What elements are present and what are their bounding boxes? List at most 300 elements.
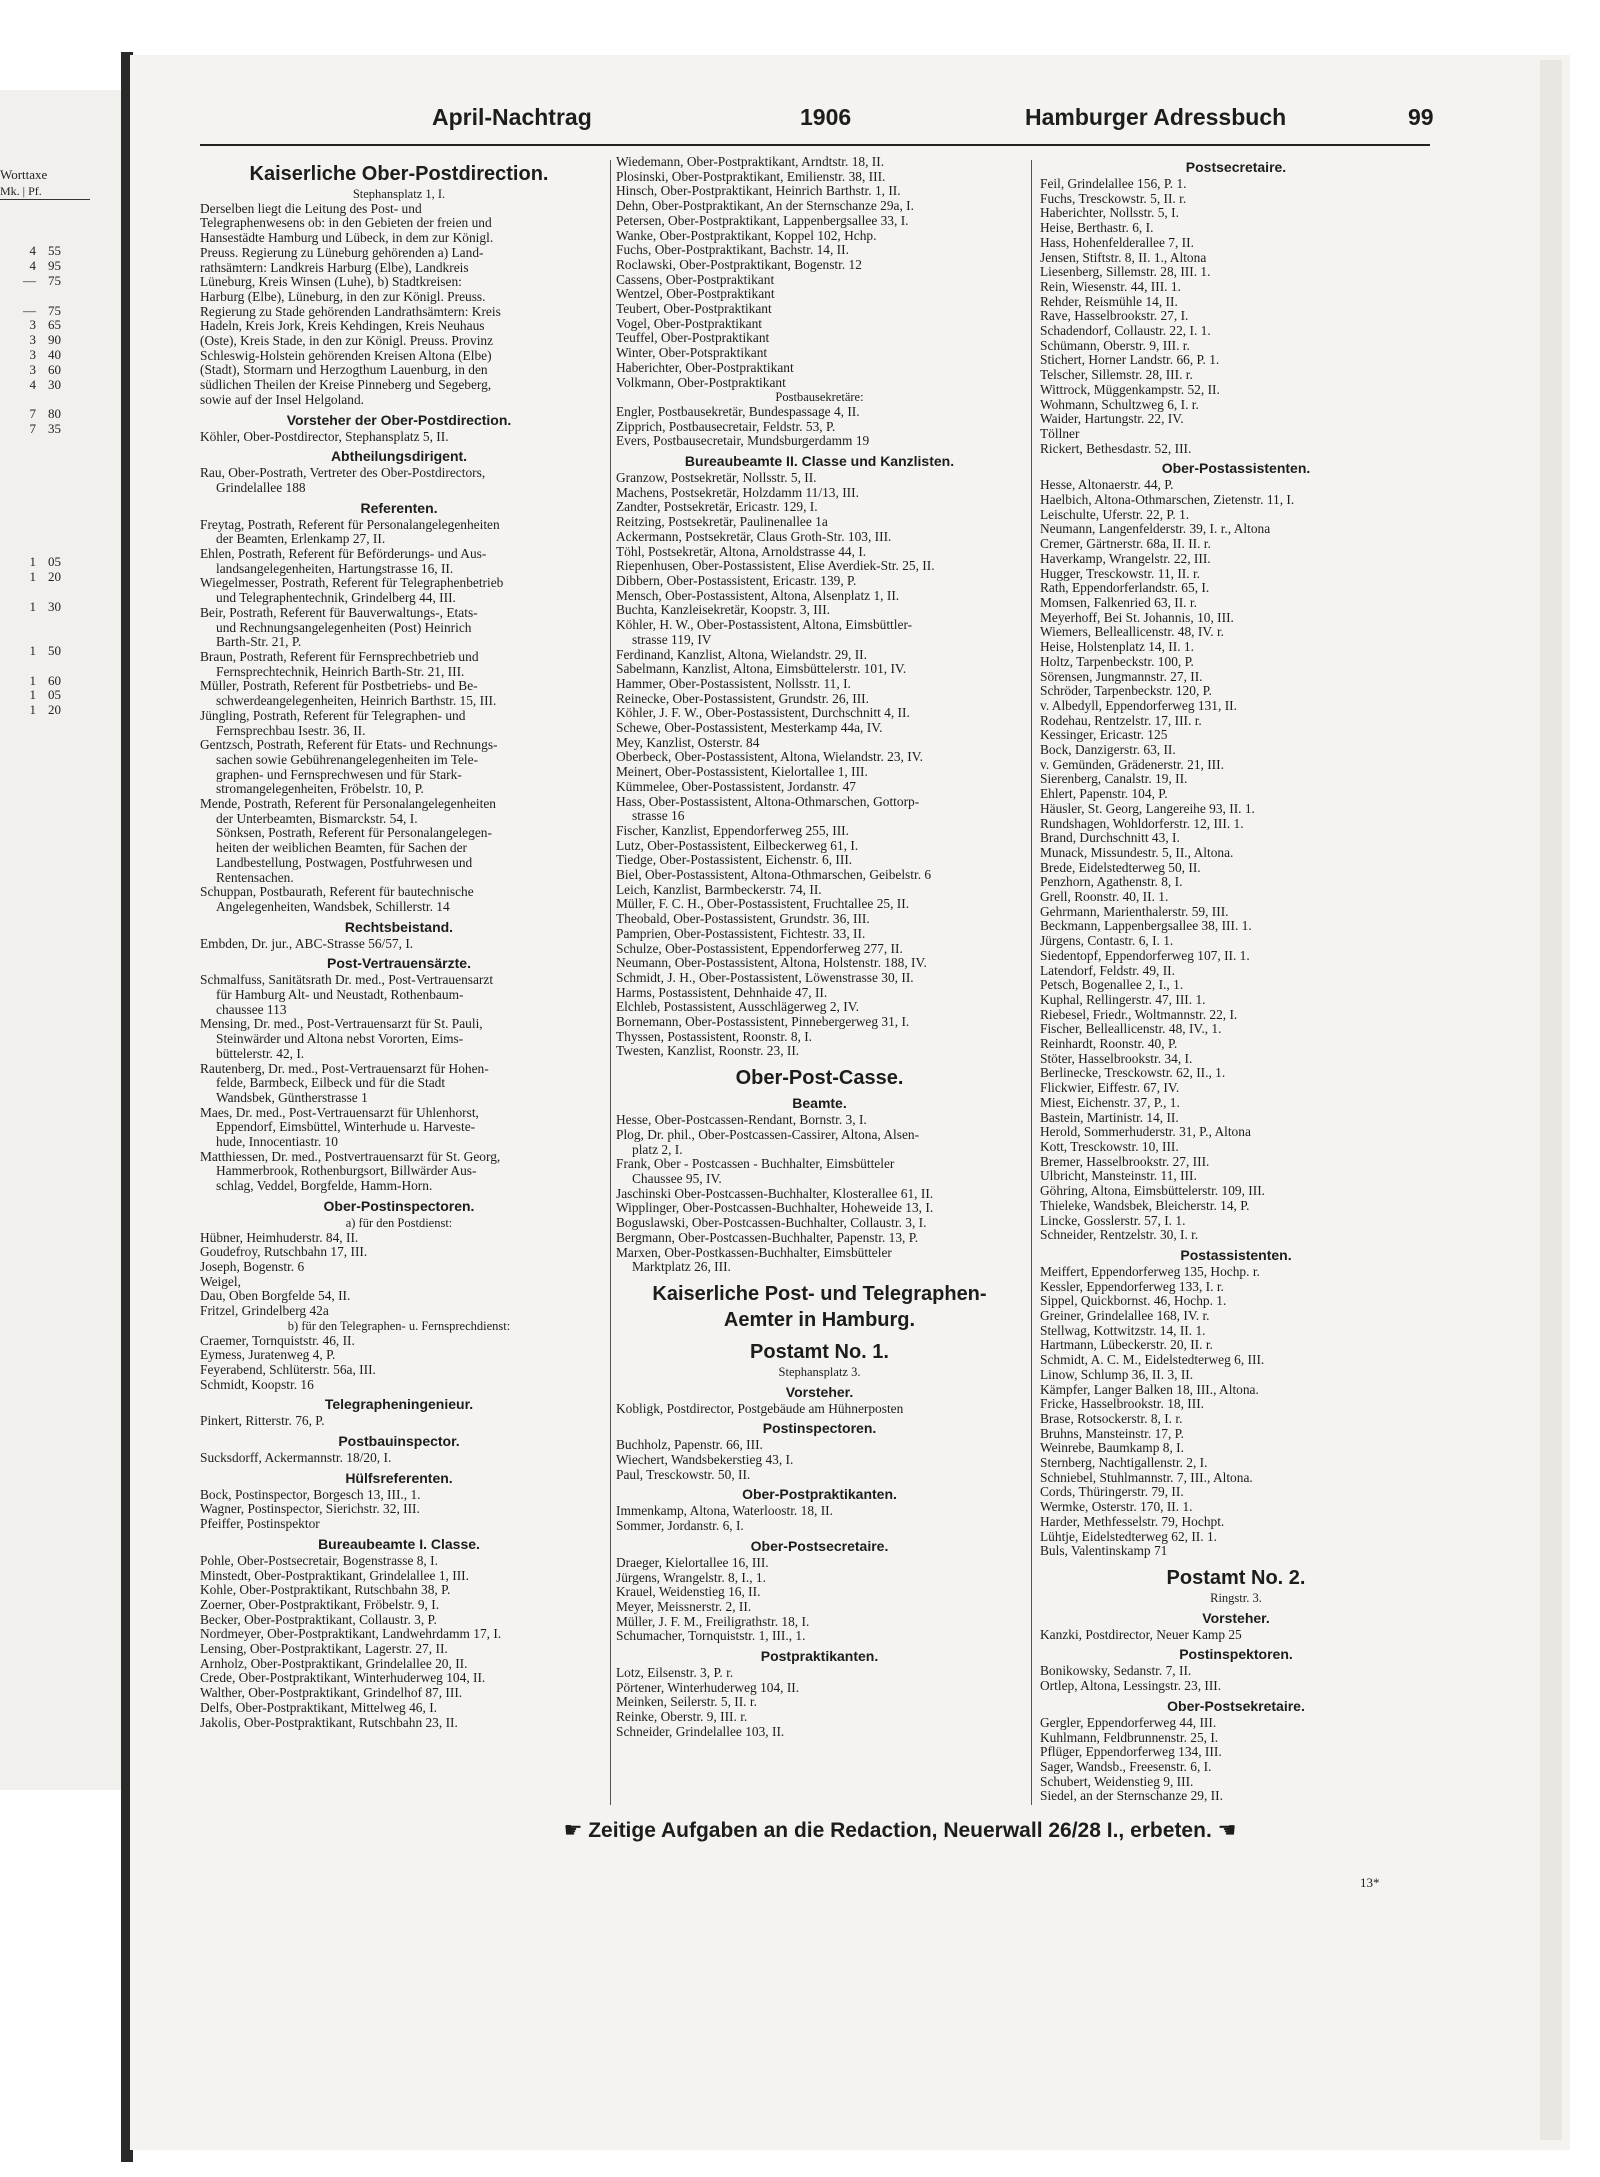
section-heading: Vorsteher.	[1202, 1609, 1270, 1626]
pfennig-value: 05	[48, 687, 61, 703]
entry-line: Schleswig-Holstein gehörenden Kreisen Altona (Elbe)	[200, 348, 492, 363]
entry-line: Flickwier, Eiffestr. 67, IV.	[1040, 1081, 1180, 1096]
entry-line: Hesse, Ober-Postcassen-Rendant, Bornstr. 3, I.	[616, 1113, 867, 1128]
entry-line: Lensing, Ober-Postpraktikant, Lagerstr. 27, II.	[200, 1642, 448, 1657]
entry-line: Hansestädte Hamburg und Lübeck, in dem zur Königl.	[200, 231, 494, 246]
entry-line: Machens, Postsekretär, Holzdamm 11/13, III.	[616, 485, 859, 500]
section-heading: Postinspectoren.	[762, 1420, 877, 1437]
entry-line: Feil, Grindelallee 156, P. 1.	[1040, 177, 1187, 191]
column-3	[1040, 155, 1432, 1804]
entry-line: Riepenhusen, Ober-Postassistent, Elise Averdiek-Str. 25, II.	[616, 559, 935, 574]
entry-line: Marxen, Ober-Postkassen-Buchhalter, Eimsbütteler	[616, 1245, 892, 1260]
entry-line: Bremer, Hasselbrookstr. 27, III.	[1040, 1154, 1210, 1169]
entry-line: Weinrebe, Baumkamp 8, I.	[1040, 1441, 1184, 1456]
entry-line: Plosinski, Ober-Postpraktikant, Emilienstr. 38, III.	[616, 169, 886, 184]
entry-line: Immenkamp, Altona, Waterloostr. 18, II.	[616, 1504, 833, 1519]
footer-notice: ☛ Zeitige Aufgaben an die Redaction, Neuerwall 26/28 I., erbeten. ☚	[563, 1819, 1237, 1842]
entry-line: Petsch, Bogenallee 2, I., 1.	[1040, 978, 1184, 993]
entry-line: Petersen, Ober-Postpraktikant, Lappenbergsallee 33, I.	[616, 213, 909, 228]
entry-continuation: sachen sowie Gebührenangelegenheiten im Tele-	[216, 752, 479, 767]
section-heading: Vorsteher der Ober-Postdirection.	[286, 411, 512, 428]
entry-line: Lotz, Eilsenstr. 3, P. r.	[616, 1666, 734, 1681]
entry-line: Schumacher, Tornquiststr. 1, III., 1.	[616, 1629, 806, 1644]
pfennig-value: 30	[48, 598, 61, 614]
worttaxe-row	[0, 555, 115, 570]
section-heading: Referenten.	[360, 499, 438, 516]
entry-line: Minstedt, Ober-Postpraktikant, Grindelallee 1, III.	[200, 1568, 469, 1583]
entry-line: Riebesel, Friedr., Woltmannstr. 22, I.	[1040, 1007, 1238, 1022]
entry-line: Schmidt, J. H., Ober-Postassistent, Löwenstrasse 30, II.	[616, 970, 914, 985]
entry-line: Engler, Postbausekretär, Bundespassage 4, II.	[616, 404, 860, 419]
entry-line: Müller, Postrath, Referent für Postbetriebs- und Be-	[200, 679, 478, 694]
worttaxe-row	[0, 703, 115, 718]
worttaxe-row	[0, 318, 115, 333]
entry-line: Braun, Postrath, Referent für Fernsprechbetrieb und	[200, 649, 479, 664]
entry-continuation: platz 2, I.	[632, 1142, 683, 1157]
entry-line: Rehder, Reismühle 14, II.	[1040, 294, 1178, 309]
entry-line: Kümmelee, Ober-Postassistent, Jordanstr. 47	[616, 779, 856, 794]
pfennig-value: 80	[48, 406, 61, 422]
entry-line: v. Gemünden, Grädenerstr. 21, III.	[1040, 757, 1224, 772]
entry-line: Ehlert, Papenstr. 104, P.	[1040, 787, 1168, 802]
entry-line: Penzhorn, Agathenstr. 8, I.	[1040, 875, 1183, 890]
pfennig-value: 65	[48, 317, 61, 333]
entry-line: Neumann, Langenfelderstr. 39, I. r., Altona	[1040, 522, 1271, 537]
entry-line: Winter, Ober-Potspraktikant	[616, 346, 768, 361]
entry-line: Rau, Ober-Postrath, Vertreter des Ober-Postdirectors,	[200, 466, 486, 481]
mark-value: 4	[29, 258, 36, 274]
entry-line: Momsen, Falkenried 63, II. r.	[1040, 595, 1197, 610]
section-heading: Beamte.	[792, 1095, 847, 1112]
worttaxe-row	[0, 437, 115, 452]
entry-line: Fuchs, Tresckowstr. 5, II. r.	[1040, 191, 1187, 206]
entry-line: Wanke, Ober-Postpraktikant, Koppel 102, Hchp.	[616, 228, 877, 243]
entry-line: Harburg (Elbe), Lüneburg, in den zur Königl. Preuss.	[200, 289, 486, 304]
entry-line: Berlinecke, Tresckowstr. 62, II., 1.	[1040, 1066, 1226, 1081]
entry-line: Biel, Ober-Postassistent, Altona-Othmarschen, Geibelstr. 6	[616, 868, 932, 883]
pfennig-value: 75	[48, 302, 61, 318]
entry-line: Heise, Holstenplatz 14, II. 1.	[1040, 640, 1194, 655]
section-heading: Vorsteher.	[785, 1383, 854, 1400]
entry-line: Freytag, Postrath, Referent für Personalangelegenheiten	[200, 517, 500, 532]
entry-line: Matthiessen, Dr. med., Postvertrauensarzt für St. Georg,	[200, 1149, 501, 1164]
entry-line: Jaschinski Ober-Postcassen-Buchhalter, Klosterallee 61, II.	[616, 1186, 934, 1201]
entry-line: Hammer, Ober-Postassistent, Nollsstr. 11, I.	[616, 676, 851, 691]
entry-line: Greiner, Grindelallee 168, IV. r.	[1040, 1309, 1210, 1324]
entry-line: Dehn, Ober-Postpraktikant, An der Sternschanze 29a, I.	[616, 199, 914, 214]
entry-continuation: und Rechnungsangelegenheiten (Post) Heinrich	[216, 620, 472, 635]
entry-line: Jüngling, Postrath, Referent für Telegraphen- und	[200, 708, 466, 723]
pfennig-value: 55	[48, 243, 61, 259]
entry-line: Brede, Eidelstedterweg 50, II.	[1040, 860, 1201, 875]
entry-line: Sommer, Jordanstr. 6, I.	[616, 1519, 744, 1534]
worttaxe-row	[0, 333, 115, 348]
main-heading: Postamt No. 2.	[1166, 1566, 1306, 1589]
entry-line: Latendorf, Feldstr. 49, II.	[1040, 963, 1175, 978]
entry-line: Siedel, an der Sternschanze 29, II.	[1040, 1789, 1223, 1804]
subheading: Stephansplatz 3.	[778, 1364, 861, 1379]
entry-line: Schubert, Weidenstieg 9, III.	[1040, 1774, 1194, 1789]
entry-line: Hugger, Tresckowstr. 11, II. r.	[1040, 566, 1201, 581]
entry-line: Buchta, Kanzleisekretär, Koopstr. 3, III.	[616, 603, 831, 618]
entry-continuation: für Hamburg Alt- und Neustadt, Rothenbaum-	[216, 988, 464, 1003]
entry-line: Granzow, Postsekretär, Nollsstr. 5, II.	[616, 471, 817, 486]
entry-line: Fuchs, Ober-Postpraktikant, Bachstr. 14, II.	[616, 243, 849, 258]
entry-line: Linow, Schlump 36, II. 3, II.	[1040, 1367, 1194, 1382]
entry-line: Bastein, Martinistr. 14, II.	[1040, 1110, 1179, 1125]
section-heading: Abtheilungsdirigent.	[330, 448, 468, 465]
main-heading: Aemter in Hamburg.	[723, 1308, 916, 1331]
entry-continuation: Fernsprechtechnik, Heinrich Barth-Str. 21, III.	[216, 664, 465, 679]
entry-line: Schniebel, Stuhlmannstr. 7, III., Altona.	[1040, 1470, 1253, 1485]
entry-continuation: büttelerstr. 42, I.	[216, 1046, 305, 1061]
entry-line: Kobligk, Postdirector, Postgebäude am Hühnerposten	[616, 1401, 904, 1416]
entry-line: Jürgens, Contastr. 6, I. 1.	[1040, 934, 1174, 949]
entry-line: Kessinger, Ericastr. 125	[1040, 728, 1168, 743]
entry-line: Neumann, Ober-Postassistent, Altona, Holstenstr. 188, IV.	[616, 956, 927, 971]
entry-line: Stellwag, Kottwitzstr. 14, II. 1.	[1040, 1323, 1206, 1338]
entry-line: Embden, Dr. jur., ABC-Strasse 56/57, I.	[200, 936, 414, 951]
entry-line: Haberichter, Ober-Postpraktikant	[616, 360, 794, 375]
entry-line: Tiedge, Ober-Postassistent, Eichenstr. 6, III.	[616, 853, 853, 868]
entry-line: Haverkamp, Wrangelstr. 22, III.	[1040, 551, 1211, 566]
worttaxe-row	[0, 481, 115, 496]
entry-line: Kämpfer, Langer Balken 18, III., Altona.	[1040, 1382, 1259, 1397]
worttaxe-row	[0, 600, 115, 615]
entry-line: Derselben liegt die Leitung des Post- und	[200, 201, 422, 216]
mark-value: 1	[29, 642, 36, 658]
entry-continuation: Sönksen, Postrath, Referent für Personalangelegen-	[216, 826, 492, 841]
entry-line: Roclawski, Ober-Postpraktikant, Bogenstr. 12	[616, 257, 862, 272]
entry-continuation: graphen- und Fernsprechwesen und für Stark-	[216, 767, 462, 782]
entry-line: Elchleb, Postassistent, Ausschlägerweg 2, IV.	[616, 1000, 859, 1015]
entry-line: Waider, Hartungstr. 22, IV.	[1040, 412, 1184, 427]
entry-line: Fischer, Kanzlist, Eppendorferweg 255, III.	[616, 823, 849, 838]
mark-value: 4	[29, 243, 36, 259]
entry-line: Arnholz, Ober-Postpraktikant, Grindelallee 20, II.	[200, 1656, 468, 1671]
entry-continuation: schwerdeangelegenheiten, Heinrich Barthstr. 15, III.	[216, 694, 497, 709]
worttaxe-row	[0, 674, 115, 689]
entry-line: Feyerabend, Schlüterstr. 56a, III.	[200, 1362, 376, 1377]
entry-line: Reinecke, Ober-Postassistent, Grundstr. 26, III.	[616, 691, 869, 706]
entry-line: Lühtje, Eidelstedterweg 62, II. 1.	[1040, 1529, 1218, 1544]
entry-line: Schröder, Tarpenbeckstr. 120, P.	[1040, 684, 1212, 699]
entry-line: Hinsch, Ober-Postpraktikant, Heinrich Barthstr. 1, II.	[616, 184, 901, 199]
entry-line: Schmidt, A. C. M., Eidelstedterweg 6, III.	[1040, 1353, 1265, 1368]
worttaxe-row	[0, 629, 115, 644]
mark-value: 3	[29, 346, 36, 362]
column-divider	[1031, 160, 1032, 1805]
worttaxe-row	[0, 570, 115, 585]
header-rule	[200, 144, 1430, 146]
entry-line: Harms, Postassistent, Dehnhaide 47, II.	[616, 985, 828, 1000]
entry-line: Heise, Berthastr. 6, I.	[1040, 221, 1154, 236]
main-heading: Ober-Post-Casse.	[735, 1067, 904, 1090]
entry-line: Ferdinand, Kanzlist, Altona, Wielandstr. 29, II.	[616, 647, 867, 662]
entry-line: Ortlep, Altona, Lessingstr. 23, III.	[1040, 1679, 1222, 1694]
worttaxe-row	[0, 230, 115, 245]
entry-line: Sager, Wandsb., Freesenstr. 6, I.	[1040, 1759, 1212, 1774]
subheading: Postbausekretäre:	[775, 390, 864, 405]
entry-line: Boguslawski, Ober-Postcassen-Buchhalter, Collaustr. 3, I.	[616, 1216, 927, 1231]
entry-line: Wiegelmesser, Postrath, Referent für Telegraphenbetrieb	[200, 576, 504, 591]
column-1	[200, 155, 598, 1730]
entry-line: Fritzel, Grindelberg 42a	[200, 1304, 329, 1319]
entry-continuation: strasse 16	[632, 809, 685, 824]
worttaxe-row	[0, 614, 115, 629]
entry-line: Rave, Hasselbrookstr. 27, I.	[1040, 309, 1189, 324]
entry-line: Schümann, Oberstr. 9, III. r.	[1040, 338, 1190, 353]
worttaxe-row	[0, 274, 115, 289]
worttaxe-row	[0, 688, 115, 703]
entry-line: Hartmann, Lübeckerstr. 20, II. r.	[1040, 1338, 1213, 1353]
entry-continuation: Hammerbrook, Rothenburgsort, Billwärder Aus-	[216, 1164, 477, 1179]
entry-line: Töllner	[1040, 426, 1080, 441]
worttaxe-row	[0, 585, 115, 600]
entry-line: Weigel,	[200, 1274, 241, 1289]
entry-line: Stichert, Horner Landstr. 66, P. 1.	[1040, 353, 1220, 368]
section-heading: Bureaubeamte II. Classe und Kanzlisten.	[684, 453, 955, 470]
entry-line: Wagner, Postinspector, Sierichstr. 32, III.	[200, 1502, 420, 1517]
entry-line: Kessler, Eppendorferweg 133, I. r.	[1040, 1279, 1224, 1294]
entry-line: Maes, Dr. med., Post-Vertrauensarzt für Uhlenhorst,	[200, 1105, 479, 1120]
entry-line: Meyerhoff, Bei St. Johannis, 10, III.	[1040, 610, 1234, 625]
subheading: a) für den Postdienst:	[345, 1215, 453, 1230]
main-heading: Postamt No. 1.	[750, 1340, 889, 1363]
pfennig-value: 40	[48, 346, 61, 362]
pfennig-value: 20	[48, 568, 61, 584]
entry-line: Sippel, Quickbornst. 46, Hochp. 1.	[1040, 1294, 1227, 1309]
section-heading: Postbauinspector.	[338, 1433, 460, 1450]
entry-continuation: Grindelallee 188	[216, 480, 306, 495]
entry-line: Pamprien, Ober-Postassistent, Fichtestr. 33, II.	[616, 926, 866, 941]
page-signature-mark: 13*	[1360, 1875, 1380, 1890]
entry-line: Jürgens, Wrangelstr. 8, I., 1.	[616, 1570, 766, 1585]
entry-line: Gergler, Eppendorferweg 44, III.	[1040, 1715, 1217, 1730]
worttaxe-row	[0, 644, 115, 659]
entry-line: Jakolis, Ober-Postpraktikant, Rutschbahn 23, II.	[200, 1715, 458, 1730]
entry-line: Teubert, Ober-Postpraktikant	[616, 302, 772, 317]
entry-line: rathsämtern: Landkreis Harburg (Elbe), Landkreis	[200, 260, 469, 275]
entry-line: Vogel, Ober-Postpraktikant	[616, 316, 763, 331]
entry-continuation: landsangelegenheiten, Hartungstrasse 16, II.	[216, 561, 454, 576]
mark-value: 3	[29, 332, 36, 348]
section-heading: Postassistenten.	[1180, 1246, 1292, 1263]
entry-line: Bergmann, Ober-Postcassen-Buchhalter, Papenstr. 13, P.	[616, 1230, 919, 1245]
pfennig-value: 35	[48, 420, 61, 436]
page-number: 99	[1408, 104, 1434, 130]
worttaxe-row	[0, 659, 115, 674]
header-year: 1906	[800, 104, 852, 130]
entry-line: Goudefroy, Rutschbahn 17, III.	[200, 1245, 368, 1260]
entry-continuation: felde, Barmbeck, Eilbeck und für die Stadt	[216, 1076, 446, 1091]
entry-line: Leischulte, Uferstr. 22, P. 1.	[1040, 507, 1190, 522]
entry-line: Hübner, Heimhuderstr. 84, II.	[200, 1230, 359, 1245]
pfennig-value: 75	[48, 272, 61, 288]
entry-line: Gentzsch, Postrath, Referent für Etats- und Rechnungs-	[200, 738, 498, 753]
worttaxe-row	[0, 215, 115, 230]
entry-line: Joseph, Bogenstr. 6	[200, 1260, 305, 1274]
entry-line: Meiffert, Eppendorferweg 135, Hochp. r.	[1040, 1264, 1260, 1279]
worttaxe-rows	[0, 200, 115, 718]
entry-line: Cremer, Gärtnerstr. 68a, II. II. r.	[1040, 537, 1211, 552]
entry-line: Sabelmann, Kanzlist, Altona, Eimsbüttelerstr. 101, IV.	[616, 662, 907, 677]
entry-line: Hesse, Altonaerstr. 44, P.	[1040, 478, 1174, 493]
section-heading: Postinspektoren.	[1179, 1646, 1293, 1663]
mark-value: 1	[29, 598, 36, 614]
entry-line: Teuffel, Ober-Postpraktikant	[616, 331, 770, 346]
mark-value: 4	[29, 376, 36, 392]
entry-line: Miest, Eichenstr. 37, P., 1.	[1040, 1095, 1180, 1110]
entry-line: (Stadt), Stormarn und Herzogthum Lauenburg, in den	[200, 363, 488, 378]
entry-line: Sucksdorff, Ackermannstr. 18/20, I.	[200, 1451, 392, 1466]
mark-value: 3	[29, 361, 36, 377]
entry-line: Bruhns, Mansteinstr. 17, P.	[1040, 1426, 1184, 1441]
entry-line: Beir, Postrath, Referent für Bauverwaltungs-, Etats-	[200, 605, 478, 620]
worttaxe-column	[0, 167, 115, 718]
entry-line: Ackermann, Postsekretär, Claus Groth-Str. 103, III.	[616, 529, 892, 544]
entry-line: Herold, Sommerhuderstr. 31, P., Altona	[1040, 1125, 1251, 1140]
entry-line: Hass, Hohenfelderallee 7, II.	[1040, 235, 1194, 250]
entry-line: Leich, Kanzlist, Barmbeckerstr. 74, II.	[616, 882, 822, 897]
entry-line: Reinhardt, Roonstr. 40, P.	[1040, 1037, 1178, 1052]
entry-line: Cords, Thüringerstr. 79, II.	[1040, 1485, 1184, 1500]
section-heading: Postpraktikanten.	[760, 1648, 879, 1665]
entry-line: Kuhlmann, Feldbrunnenstr. 25, I.	[1040, 1730, 1219, 1745]
worttaxe-row	[0, 289, 115, 304]
main-heading: Kaiserliche Ober-Postdirection.	[249, 163, 549, 185]
entry-line: Thyssen, Postassistent, Roonstr. 8, I.	[616, 1029, 813, 1044]
entry-line: Rautenberg, Dr. med., Post-Vertrauensarzt für Hohen-	[200, 1061, 489, 1076]
worttaxe-row	[0, 407, 115, 422]
entry-line: Wiechert, Wandsbekerstieg 43, I.	[616, 1453, 794, 1468]
entry-line: Pörtener, Winterhuderweg 104, II.	[616, 1680, 800, 1695]
entry-line: Cassens, Ober-Postpraktikant	[616, 272, 775, 287]
entry-line: Mensch, Ober-Postassistent, Altona, Alsenplatz 1, II.	[616, 588, 900, 603]
entry-line: Schneider, Rentzelstr. 30, I. r.	[1040, 1228, 1199, 1243]
worttaxe-row	[0, 526, 115, 541]
entry-line: Nordmeyer, Ober-Postpraktikant, Landwehrdamm 17, I.	[200, 1627, 502, 1642]
entry-line: südlichen Theilen der Kreise Pinneberg und Segeberg,	[200, 378, 492, 393]
entry-line: Jensen, Stiftstr. 8, II. 1., Altona	[1040, 250, 1207, 265]
subheading: Stephansplatz 1, I.	[352, 187, 446, 201]
entry-line: Pfeiffer, Postinspektor	[200, 1517, 320, 1532]
entry-line: Haelbich, Altona-Othmarschen, Zietenstr. 11, I.	[1040, 493, 1295, 508]
entry-line: Craemer, Tornquiststr. 46, II.	[200, 1333, 355, 1348]
pfennig-value: 60	[48, 361, 61, 377]
mark-value: 1	[29, 554, 36, 570]
worttaxe-row	[0, 511, 115, 526]
entry-continuation: Wandsbek, Güntherstrasse 1	[216, 1090, 368, 1105]
entry-line: Rath, Eppendorferlandstr. 65, I.	[1040, 581, 1210, 596]
entry-line: Harder, Methfesselstr. 79, Hochpt.	[1040, 1514, 1225, 1529]
entry-line: Wohmann, Schultzweg 6, I. r.	[1040, 397, 1199, 412]
entry-line: Lincke, Gosslerstr. 57, I. 1.	[1040, 1213, 1186, 1228]
worttaxe-subheading: Mk. | Pf.	[0, 183, 90, 200]
entry-continuation: Barth-Str. 21, P.	[216, 635, 302, 650]
entry-line: Oberbeck, Ober-Postassistent, Altona, Wielandstr. 23, IV.	[616, 750, 924, 765]
mark-value: —	[23, 302, 36, 318]
entry-line: Wiemers, Belleallicenstr. 48, IV. r.	[1040, 625, 1225, 640]
section-heading: Ober-Postsecretaire.	[750, 1537, 889, 1554]
entry-line: Lutz, Ober-Postassistent, Eilbeckerweg 61, I.	[616, 838, 859, 853]
entry-line: Dau, Oben Borgfelde 54, II.	[200, 1289, 351, 1304]
pfennig-value: 50	[48, 642, 61, 658]
entry-line: Häusler, St. Georg, Langereihe 93, II. 1.	[1040, 801, 1255, 816]
entry-line: Kohle, Ober-Postpraktikant, Rutschbahn 38, P.	[200, 1583, 451, 1598]
entry-continuation: chaussee 113	[216, 1002, 287, 1017]
entry-line: Fischer, Belleallicenstr. 48, IV., 1.	[1040, 1022, 1222, 1037]
entry-continuation: Eppendorf, Eimsbüttel, Winterhude u. Harveste-	[216, 1120, 476, 1135]
header-left: April-Nachtrag	[432, 104, 592, 130]
entry-line: Krauel, Weidenstieg 16, II.	[616, 1585, 761, 1600]
entry-line: Reitzing, Postsekretär, Paulinenallee 1a	[616, 515, 828, 530]
entry-line: Draeger, Kielortallee 16, III.	[616, 1555, 769, 1570]
entry-line: Mensing, Dr. med., Post-Vertrauensarzt für St. Pauli,	[200, 1017, 483, 1032]
pfennig-value: 20	[48, 702, 61, 718]
entry-line: Walther, Ober-Postpraktikant, Grindelhof 87, III.	[200, 1686, 463, 1701]
worttaxe-row	[0, 540, 115, 555]
entry-line: Kuphal, Rellingerstr. 47, III. 1.	[1040, 992, 1206, 1007]
entry-line: Schmidt, Koopstr. 16	[200, 1377, 314, 1392]
entry-line: Twesten, Kanzlist, Roonstr. 23, II.	[616, 1044, 800, 1059]
entry-line: Ehlen, Postrath, Referent für Beförderungs- und Aus-	[200, 547, 487, 562]
worttaxe-row	[0, 259, 115, 274]
entry-line: Telscher, Sillemstr. 28, III. r.	[1040, 368, 1193, 383]
entry-line: Meinken, Seilerstr. 5, II. r.	[616, 1695, 757, 1710]
entry-line: Siedentopf, Eppendorferweg 107, II. 1.	[1040, 948, 1250, 963]
section-heading: Hülfsreferenten.	[345, 1469, 453, 1486]
entry-line: Frank, Ober - Postcassen - Buchhalter, Eimsbütteler	[616, 1157, 895, 1172]
entry-continuation: Fernsprechbau Isestr. 36, II.	[216, 723, 366, 738]
entry-line: Zoerner, Ober-Postpraktikant, Fröbelstr. 9, I.	[200, 1597, 440, 1612]
entry-line: Hadeln, Kreis Jork, Kreis Kehdingen, Kreis Neuhaus	[200, 319, 485, 334]
mark-value: 1	[29, 687, 36, 703]
entry-line: Bonikowsky, Sedanstr. 7, II.	[1040, 1664, 1192, 1679]
pfennig-value: 05	[48, 554, 61, 570]
entry-line: Bock, Postinspector, Borgesch 13, III., 1.	[200, 1487, 421, 1502]
entry-line: Delfs, Ober-Postpraktikant, Mittelweg 46, I.	[200, 1700, 437, 1715]
worttaxe-row	[0, 452, 115, 467]
entry-line: Munack, Missundestr. 5, II., Altona.	[1040, 845, 1234, 860]
pfennig-value: 90	[48, 332, 61, 348]
entry-continuation: schlag, Veddel, Borgfelde, Hamm-Horn.	[216, 1179, 433, 1194]
section-heading: Bureaubeamte I. Classe.	[318, 1535, 480, 1552]
entry-line: Evers, Postbausecretair, Mundsburgerdamm 19	[616, 434, 870, 449]
entry-line: Ulbricht, Mansteinstr. 11, III.	[1040, 1169, 1197, 1184]
entry-line: Holtz, Tarpenbeckstr. 100, P.	[1040, 654, 1194, 669]
mark-value: 7	[29, 420, 36, 436]
entry-line: Thieleke, Wandsbek, Bleicherstr. 14, P.	[1040, 1198, 1250, 1213]
worttaxe-row	[0, 392, 115, 407]
entry-line: Brase, Rotsockerstr. 8, I. r.	[1040, 1411, 1183, 1426]
entry-line: Dibbern, Ober-Postassistent, Ericastr. 139, P.	[616, 573, 857, 588]
mark-value: 1	[29, 568, 36, 584]
worttaxe-row	[0, 496, 115, 511]
entry-continuation: der Beamten, Erlenkamp 27, II.	[216, 532, 386, 547]
entry-line: Sternberg, Nachtigallenstr. 2, I.	[1040, 1456, 1208, 1471]
entry-line: Göhring, Altona, Eimsbüttelerstr. 109, III.	[1040, 1184, 1266, 1199]
entry-line: Grell, Roonstr. 40, II. 1.	[1040, 890, 1169, 905]
pfennig-value: 95	[48, 258, 61, 274]
entry-line: Paul, Tresckowstr. 50, II.	[616, 1467, 751, 1482]
entry-line: Bornemann, Ober-Postassistent, Pinnebergerweg 31, I.	[616, 1015, 910, 1030]
entry-line: Töhl, Postsekretär, Altona, Arnoldstrasse 44, I.	[616, 544, 867, 559]
mark-value: 1	[29, 702, 36, 718]
column-divider	[610, 160, 611, 1805]
mark-value: 3	[29, 317, 36, 333]
entry-continuation: Angelegenheiten, Wandsbek, Schillerstr. 14	[216, 899, 450, 914]
